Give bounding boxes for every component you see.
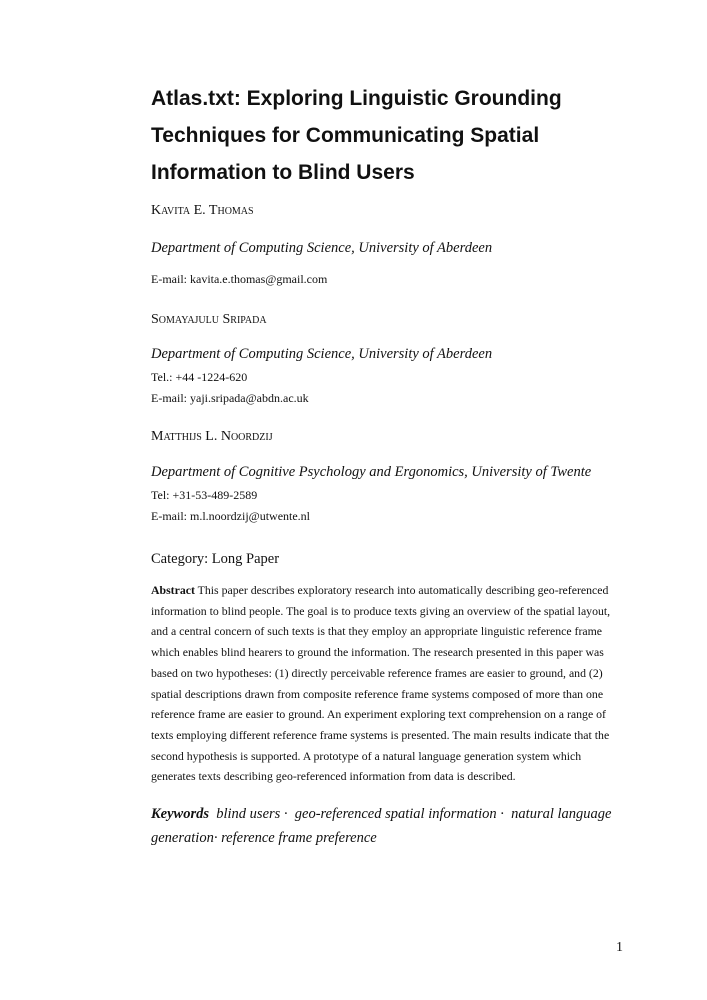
abstract: [151, 580, 621, 787]
abstract-line: based on two hypotheses: (1) directly perceivable reference frames are easier to ground, and (2): [151, 665, 603, 680]
author-affiliation: Department of Computing Science, University of Aberdeen: [151, 346, 493, 362]
author-email: E-mail: kavita.e.thomas@gmail.com: [151, 272, 328, 286]
title-line: Information to Blind Users: [151, 161, 415, 184]
author-phone: Tel: +31-53-489-2589: [151, 488, 258, 502]
abstract-line: texts employing different reference frame systems is presented. The main results indicate that the: [151, 727, 610, 742]
abstract-line: generates texts describing geo-referenced information from data is described.: [151, 769, 516, 784]
title-line: Atlas.txt: Exploring Linguistic Grounding: [151, 87, 562, 110]
author-affiliation: Department of Cognitive Psychology and Ergonomics, University of Twente: [151, 464, 592, 480]
abstract-line: information to blind people. The goal is to produce texts giving an overview of the spatial layout,: [151, 603, 611, 618]
keywords: [151, 802, 621, 850]
abstract-text: This paper describes exploratory research into automatically describing geo-referenced: [194, 583, 609, 597]
author-name: Somayajulu Sripada: [151, 312, 267, 327]
keywords-text: blind users · geo-referenced spatial information · natural language: [209, 806, 612, 822]
abstract-line: [151, 580, 621, 601]
abstract-label: Abstract: [151, 583, 195, 597]
page-number: 1: [616, 940, 623, 955]
keywords-line: generation· reference frame preference: [151, 830, 377, 846]
paper-category: Category: Long Paper: [151, 551, 280, 567]
abstract-line: which enables blind hearers to ground the information. The research presented in this paper was: [151, 645, 604, 660]
abstract-line: second hypothesis is supported. A prototype of a natural language generation system which: [151, 748, 582, 763]
abstract-line: and a central concern of such texts is that they employ an appropriate linguistic reference frame: [151, 624, 603, 639]
keywords-line: [151, 802, 621, 826]
title-line: Techniques for Communicating Spatial: [151, 124, 540, 147]
author-affiliation: Department of Computing Science, University of Aberdeen: [151, 240, 493, 256]
author-email: E-mail: yaji.sripada@abdn.ac.uk: [151, 391, 309, 405]
author-name: Matthijs L. Noordzij: [151, 429, 273, 444]
author-name: Kavita E. Thomas: [151, 203, 254, 218]
abstract-line: spatial descriptions drawn from composite reference frame systems composed of more than one: [151, 686, 604, 701]
author-email: E-mail: m.l.noordzij@utwente.nl: [151, 509, 311, 523]
author-phone: Tel.: +44 -1224-620: [151, 370, 248, 384]
abstract-line: reference frame are easier to ground. An experiment exploring text comprehension on a range of: [151, 707, 606, 722]
keywords-label: Keywords: [151, 806, 209, 822]
paper-title: [151, 80, 611, 191]
